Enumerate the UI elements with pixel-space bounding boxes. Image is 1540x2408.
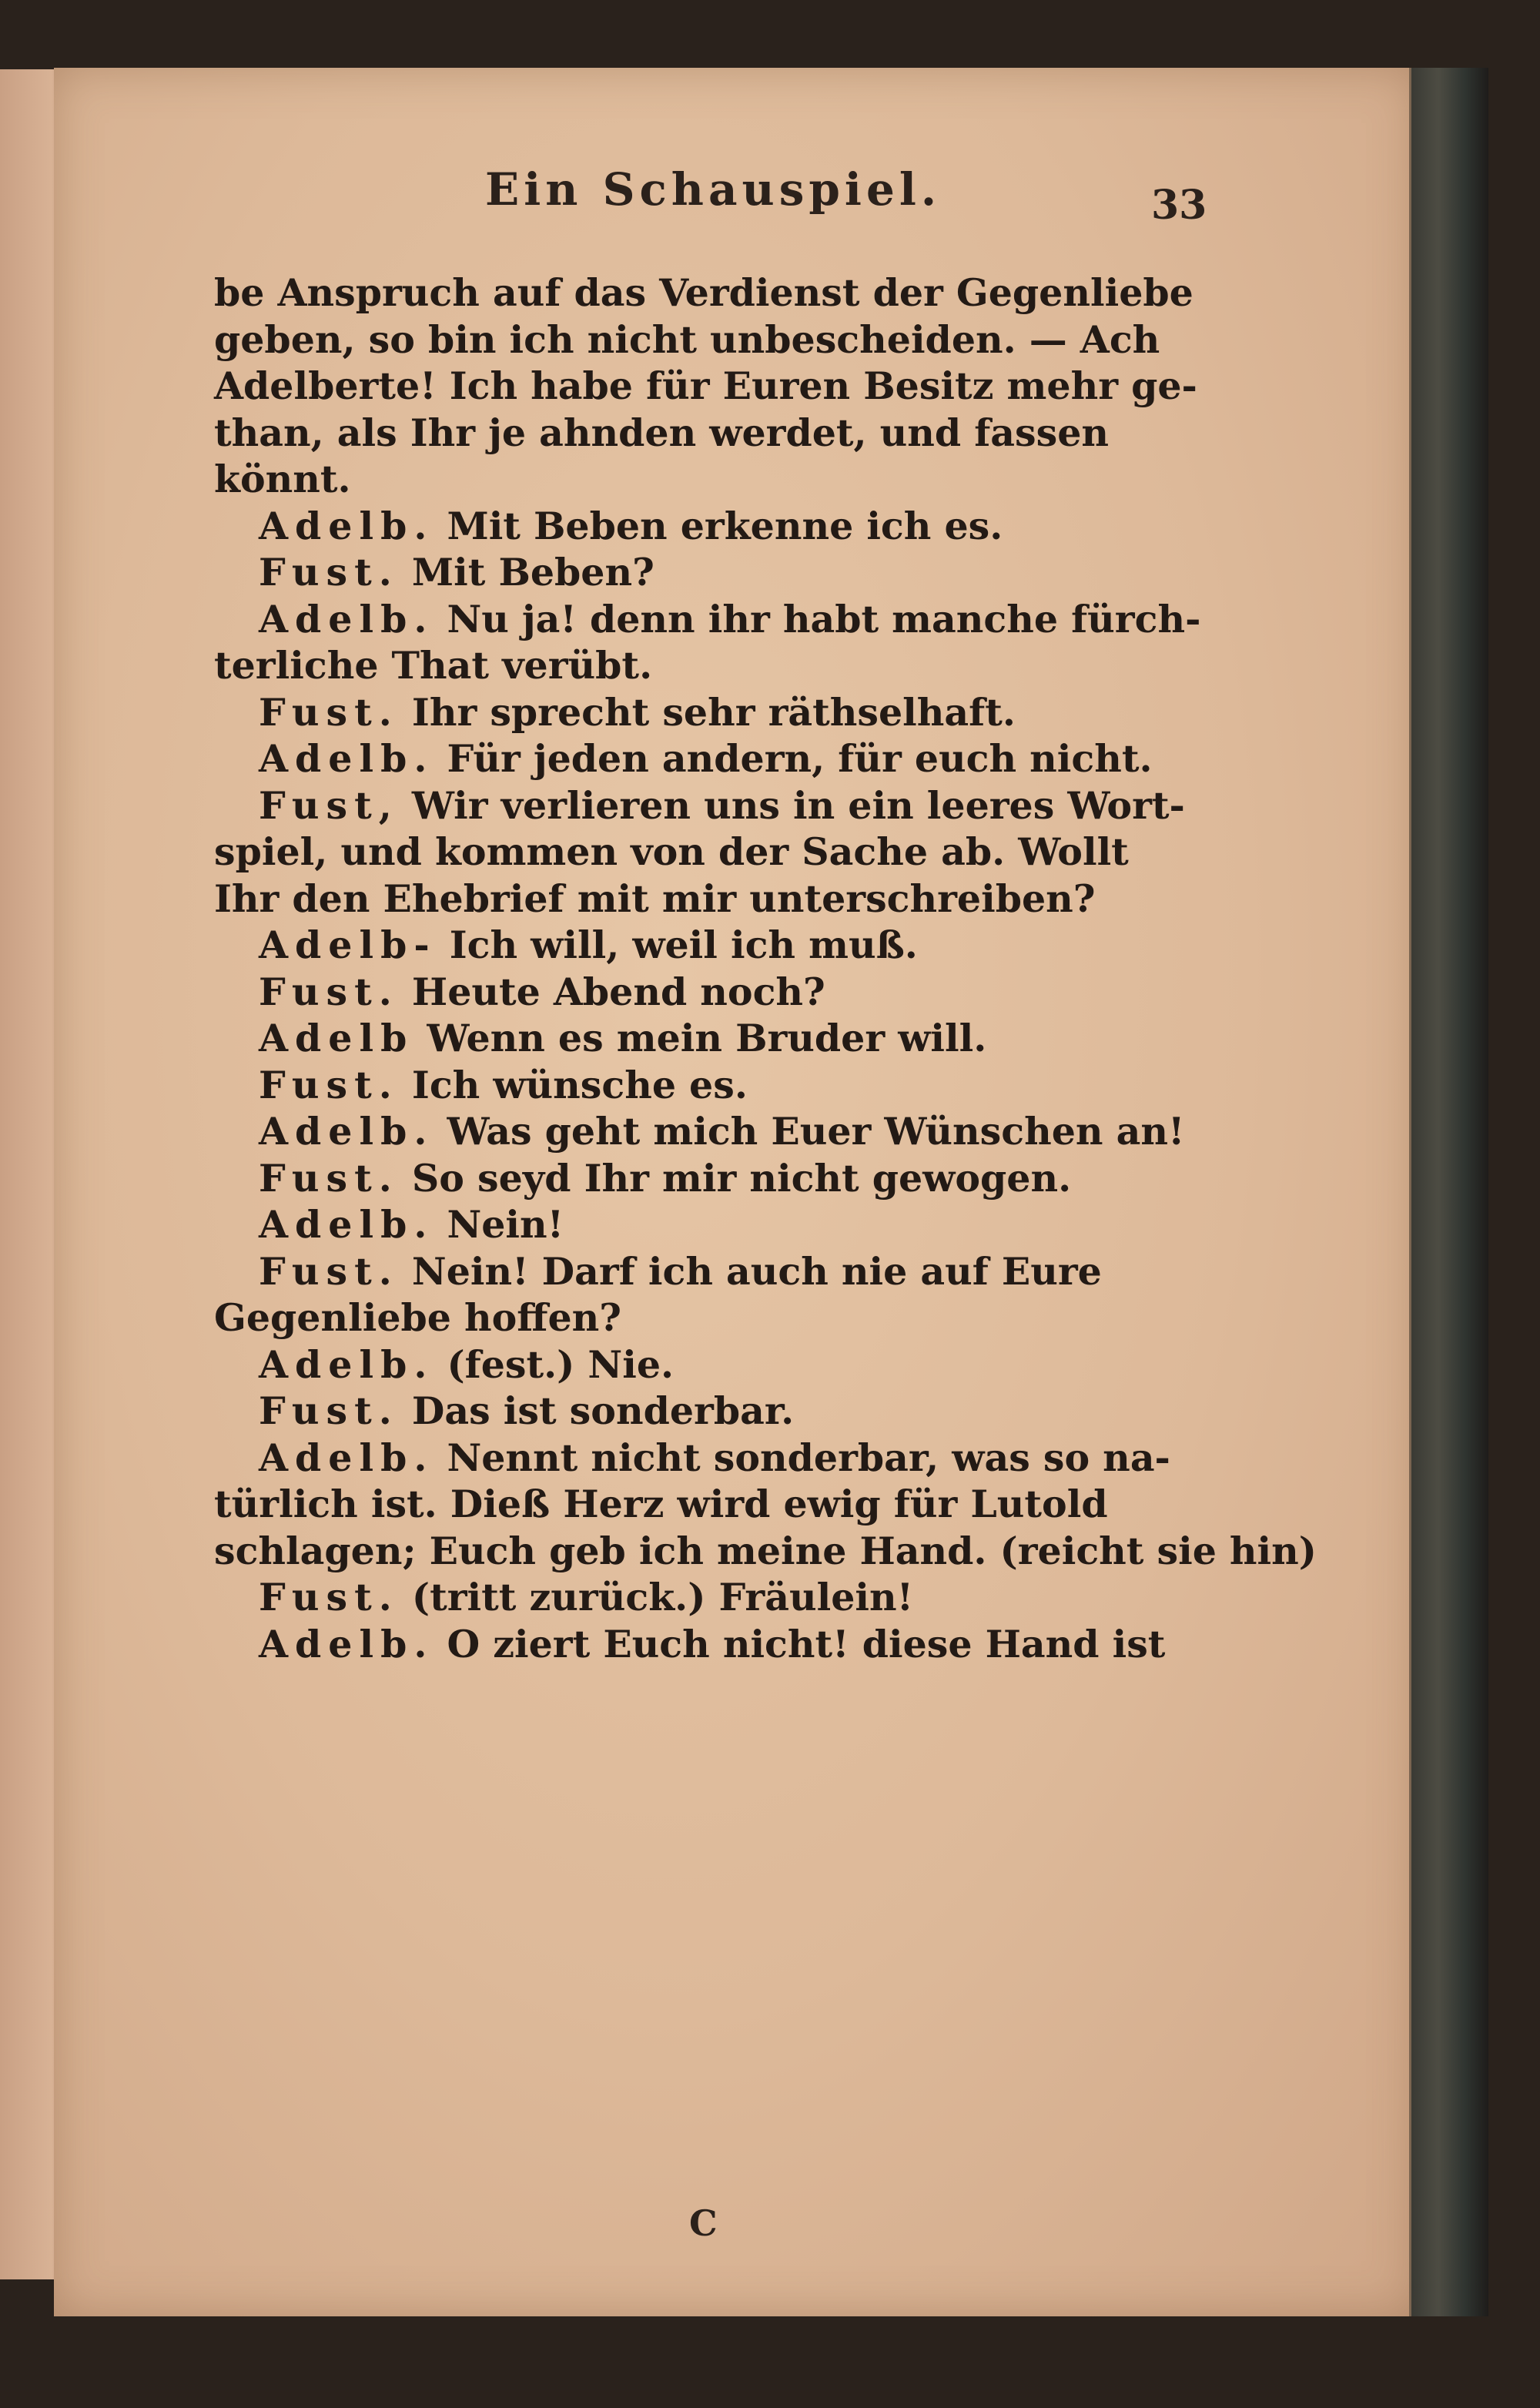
line-text: Für jeden andern, für euch nicht. (447, 736, 1153, 781)
body-text (214, 270, 1317, 1667)
speaker-name: Fust. (259, 1388, 399, 1433)
text-line (214, 456, 1215, 503)
text-line (214, 922, 1215, 969)
line-text: Nennt nicht sonderbar, was so na- (447, 1435, 1170, 1480)
speaker-name: Fust. (259, 550, 399, 594)
line-text: Mit Beben? (411, 550, 654, 594)
speaker-name: Fust. (259, 1155, 399, 1201)
line-text: Heute Abend noch? (411, 969, 825, 1014)
line-text: O ziert Euch nicht! diese Hand ist (447, 1621, 1166, 1666)
line-text: Was geht mich Euer Wünschen an! (447, 1109, 1185, 1154)
text-line (214, 503, 1215, 550)
text-line (214, 1435, 1215, 1482)
speaker-name: Fust. (259, 1062, 399, 1107)
speaker-name: Fust. (259, 1575, 399, 1619)
line-text: Ihr den Ehebrief mit mir unterschreiben? (214, 876, 1096, 921)
line-text: Ich wünsche es. (411, 1062, 748, 1107)
line-text: (tritt zurück.) Fräulein! (411, 1575, 914, 1619)
line-text: So seyd Ihr mir nicht gewogen. (411, 1155, 1072, 1201)
speaker-name: Fust, (259, 782, 399, 828)
text-line (214, 689, 1215, 736)
text-line (214, 270, 1215, 316)
text-line (214, 1108, 1215, 1155)
line-text: Wir verlieren uns in ein leeres Wort- (411, 782, 1185, 828)
text-line (214, 1528, 1317, 1575)
text-line (214, 1341, 1215, 1388)
text-line (214, 1294, 1215, 1341)
line-text: Das ist sonderbar. (411, 1388, 795, 1433)
text-line (214, 969, 1215, 1016)
line-text: türlich ist. Dieß Herz wird ewig für Lutold (214, 1482, 1108, 1526)
speaker-name: Adelb. (259, 1621, 434, 1666)
text-line (214, 1201, 1215, 1248)
speaker-name: Adelb. (259, 503, 434, 548)
text-line (214, 782, 1215, 829)
speaker-name: Fust. (259, 689, 399, 735)
speaker-name: Adelb. (259, 1202, 434, 1247)
line-text: spiel, und kommen von der Sache ab. Wollt (214, 829, 1129, 874)
speaker-name: Fust. (259, 969, 399, 1014)
line-text: Nein! Darf ich auch nie auf Eure (411, 1248, 1102, 1294)
speaker-name: Adelb. (259, 1341, 434, 1387)
line-text: Nein! (447, 1202, 564, 1247)
text-line (214, 1621, 1215, 1668)
line-text: Mit Beben erkenne ich es. (447, 503, 1003, 548)
text-line (214, 1388, 1215, 1435)
text-line (214, 1574, 1215, 1621)
speaker-name: Adelb- (259, 923, 437, 967)
text-line (214, 1062, 1215, 1109)
line-text: Wenn es mein Bruder will. (427, 1016, 987, 1060)
line-text: könnt. (214, 457, 351, 501)
text-line (214, 363, 1215, 410)
speaker-name: Adelb (259, 1016, 414, 1060)
book-cover-board (1409, 68, 1488, 2316)
line-text: Gegenliebe hoffen? (214, 1295, 622, 1340)
text-line (214, 642, 1215, 689)
line-text: (fest.) Nie. (447, 1341, 675, 1387)
line-text: schlagen; Euch geb ich meine Hand. (reicht sie hin) (214, 1528, 1317, 1573)
line-text: geben, so bin ich nicht unbescheiden. — Ach (214, 316, 1160, 362)
text-line (214, 1481, 1215, 1528)
text-line (214, 1155, 1215, 1202)
line-text: Adelberte! Ich habe für Euren Besitz mehr ge- (214, 363, 1197, 408)
speaker-name: Adelb. (259, 1109, 434, 1154)
speaker-name: Adelb. (259, 1435, 434, 1480)
text-line (214, 596, 1215, 643)
text-line (214, 1248, 1215, 1295)
signature-mark: C (689, 2202, 718, 2244)
line-text: than, als Ihr je ahnden werdet, und fassen (214, 410, 1110, 455)
line-text: terliche That verübt. (214, 643, 653, 688)
text-line (214, 876, 1215, 923)
text-line (214, 410, 1215, 457)
speaker-name: Fust. (259, 1248, 399, 1294)
text-line (214, 829, 1215, 876)
line-text: Nu ja! denn ihr habt manche fürch- (447, 596, 1201, 641)
text-line (214, 316, 1215, 363)
line-text: Ich will, weil ich muß. (449, 923, 918, 967)
speaker-name: Adelb. (259, 596, 434, 641)
speaker-name: Adelb. (259, 736, 434, 781)
text-line (214, 549, 1215, 596)
text-line (214, 1015, 1215, 1062)
running-title: Ein Schauspiel. (485, 163, 942, 216)
page-number: 33 (1151, 182, 1207, 229)
line-text: be Anspruch auf das Verdienst der Gegenliebe (214, 270, 1194, 315)
text-line (214, 735, 1215, 782)
line-text: Ihr sprecht sehr räthselhaft. (411, 689, 1016, 735)
